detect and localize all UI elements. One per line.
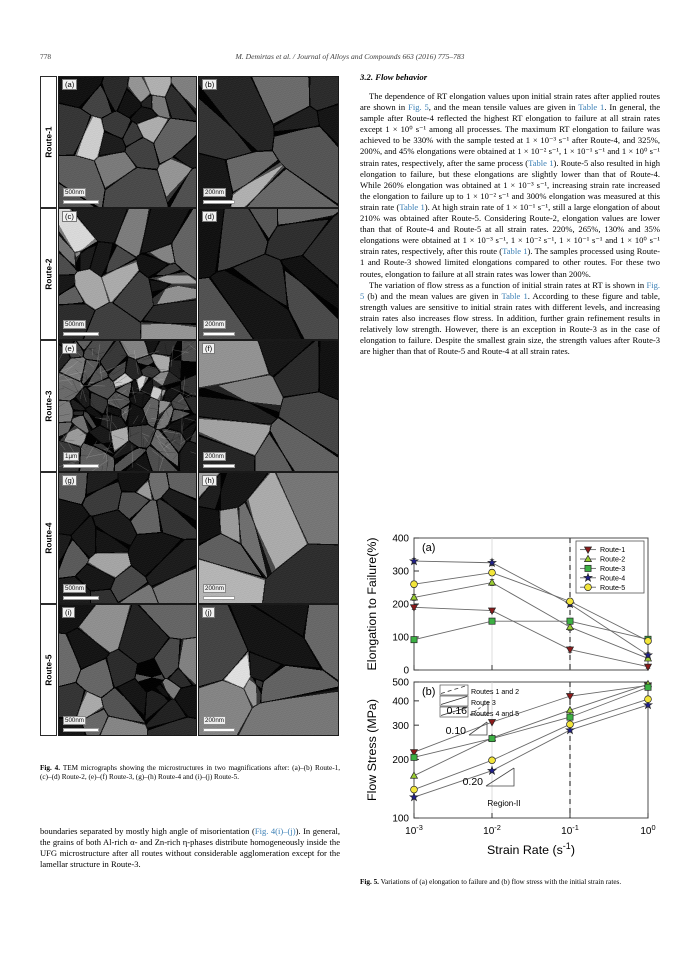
tem-micrograph-i	[58, 604, 197, 736]
scale-bar-label: 200nm	[205, 188, 224, 196]
data-point	[567, 714, 573, 720]
page-number: 778	[40, 52, 52, 61]
scale-bar	[63, 181, 99, 205]
route-label-2	[40, 208, 57, 340]
data-point	[489, 618, 495, 624]
y-tick-label-a: 0	[403, 665, 409, 677]
scale-bar-line	[203, 728, 235, 733]
y-tick-label-b: 500	[392, 677, 409, 689]
figure-5-caption	[360, 878, 660, 887]
scale-bar-label: 500nm	[65, 584, 84, 592]
tem-micrograph-b	[198, 76, 339, 208]
figure-5-caption-label: Fig. 5.	[360, 878, 379, 886]
legend-label: Route-5	[600, 583, 626, 592]
panel-label: (h)	[202, 475, 217, 486]
data-point	[645, 684, 651, 690]
tem-micrograph-e	[58, 340, 197, 472]
tem-micrograph-a	[58, 76, 197, 208]
data-point	[645, 696, 652, 703]
tem-micrograph-h	[198, 472, 339, 604]
y-tick-label-b: 300	[392, 720, 409, 732]
scale-bar	[203, 313, 235, 337]
data-point	[489, 569, 496, 576]
route-label-text: Route-3	[44, 390, 53, 422]
figure-4-row	[40, 340, 340, 470]
panel-a-label: (a)	[422, 542, 436, 554]
legend-label: Route-3	[600, 565, 626, 573]
slope-label: 0.10	[445, 725, 466, 737]
route-label-4	[40, 472, 57, 604]
panel-label: (d)	[202, 211, 217, 222]
data-point	[567, 721, 574, 728]
scale-bar-line	[63, 464, 99, 469]
route-label-text: Route-1	[44, 126, 53, 158]
panel-label: (b)	[202, 79, 217, 90]
figure-4-row	[40, 472, 340, 602]
x-tick-label: $10^0$	[640, 823, 656, 837]
scale-bar-label: 500nm	[65, 320, 84, 328]
data-point	[411, 581, 418, 588]
figure-4-row	[40, 208, 340, 338]
legend-label-b: Routes 4 and 5	[471, 710, 520, 718]
region-label: Region-II	[487, 799, 521, 808]
x-tick-label: $10^{-2}$	[483, 823, 501, 837]
figure-5-svg	[360, 530, 660, 875]
scale-bar-line	[63, 200, 99, 205]
slope-label: 0.16	[446, 705, 467, 717]
y-tick-label-b: 400	[392, 696, 409, 708]
figure-5-caption-text: Variations of (a) elongation to failure and (b) flow stress with the initial strain rates.	[380, 878, 622, 886]
section-heading	[360, 72, 660, 82]
scale-bar-label: 200nm	[205, 584, 224, 592]
y-tick-label-b: 200	[392, 755, 409, 767]
scale-bar-label: 200nm	[205, 452, 224, 460]
tem-micrograph-c	[58, 208, 197, 340]
figure-4-row	[40, 604, 340, 734]
figure-4-caption-label: Fig. 4.	[40, 764, 61, 772]
y-tick-label-a: 200	[392, 599, 409, 611]
section-number: 3.2.	[360, 72, 374, 82]
data-point	[411, 754, 417, 760]
data-point	[585, 565, 591, 571]
scale-bar-line	[203, 596, 235, 601]
y-tick-label-a: 400	[392, 533, 409, 545]
route-label-1	[40, 76, 57, 208]
chart-panel-b	[365, 678, 652, 825]
scale-bar	[63, 709, 99, 733]
route-label-text: Route-5	[44, 654, 53, 686]
figure-4	[40, 76, 340, 738]
tem-micrograph-d	[198, 208, 339, 340]
legend-panel-a	[576, 541, 644, 593]
data-point	[411, 637, 417, 643]
paragraph-flow-2: The variation of flow stress as a function of initial strain rates at RT is shown in Fig. 5 (b) and the mean values are given in Table 1. According to these figure and table, strength values are sensitive to initial strain rates with different levels, and increasing strain rates also increases flow stress. In addition, further grain refinement results in relatively low strength. However, there is an exception in Route-3 as in the case of elongation to failure. Despite the smallest grain size, the strength values after Route-3 are higher than that of Route-5 and Route-4 at all strain rates.	[360, 279, 660, 357]
panel-label: (a)	[62, 79, 77, 90]
scale-bar-line	[203, 332, 235, 337]
scale-bar	[203, 577, 235, 601]
scale-bar	[203, 445, 235, 469]
panel-label: (i)	[62, 607, 75, 618]
running-head	[40, 52, 660, 66]
x-tick-label: $10^{-1}$	[561, 823, 579, 837]
scale-bar-label: 500nm	[65, 188, 84, 196]
panel-label: (f)	[202, 343, 215, 354]
legend-label-b: Route 3	[471, 699, 496, 707]
scale-bar-line	[63, 596, 99, 601]
panel-label: (e)	[62, 343, 77, 354]
chart-panel-a	[365, 534, 652, 677]
slope-label: 0.20	[462, 776, 483, 788]
scale-bar-label: 500nm	[65, 716, 84, 724]
data-point	[585, 584, 592, 591]
panel-label: (c)	[62, 211, 77, 222]
data-point	[567, 618, 573, 624]
section-title: Flow behavior	[375, 72, 428, 82]
panel-label: (j)	[202, 607, 215, 618]
scale-bar	[203, 709, 235, 733]
legend-label: Route-1	[600, 546, 626, 555]
route-label-5	[40, 604, 57, 736]
data-point	[411, 786, 418, 793]
legend-label-b: Routes 1 and 2	[471, 688, 520, 696]
scale-bar-label: 200nm	[205, 320, 224, 328]
data-point	[645, 638, 652, 645]
route-label-3	[40, 340, 57, 472]
paragraph-boundaries: boundaries separated by mostly high angle of misorientation (Fig. 4(i)–(j)). In general, the grains of both Al-rich α- and Zn-rich η-phases distribute homogeneously inside the UFG microstructure after all routes without considerable agglomeration except for the lamellar structure in Route-3.	[40, 826, 340, 870]
scale-bar	[63, 577, 99, 601]
data-point	[489, 757, 496, 764]
paragraph-flow-1: The dependence of RT elongation values upon initial strain rates after applied routes are shown in Fig. 5, and the mean tensile values are given in Table 1. In general, the sample after Route-4 reflected the highest RT elongation to failure at all strain rates except 1 × 10⁰ s⁻¹ among all processes. The maximum RT elongation to failure was achieved to be 330% with the sample tested at 1 × 10⁻³ s⁻¹ after Route-4, and 325%, 200%, and 45% elongations were obtained at 1 × 10⁻² s⁻¹, 1 × 10⁻¹ s⁻¹ and 1 × 10⁰ s⁻¹ strain rates, respectively, after the same process (Table 1). Route-5 also resulted in high elongation to failure, but these elongations are slightly lower than that of Route-4. While 260% elongation was obtained at 1 × 10⁻³ s⁻¹, increasing strain rate increased the elongation to failure up to 1 × 10⁻² s⁻¹ and 300% elongation was measured at this strain rate (Table 1). At high strain rate of 1 × 10⁻¹ s⁻¹, still a large elongation of about 210% was obtained after Route-5. Considering Route-2, elongation values are lower than that of Route-4 and Route-5 at all strain rates. 220%, 265%, 130% and 35% elongations were obtained at 1 × 10⁻³ s⁻¹, 1 × 10⁻² s⁻¹, 1 × 10⁻¹ s⁻¹ and 1 × 10⁰ s⁻¹ strain rates, respectively, after this route (Table 1). The samples processed using Route-1 and Route-3 showed limited elongations compared to other routes. For these two routes, elongation to failure at all strain rates was lower than 200%.	[360, 91, 660, 279]
y-axis-label-a: Elongation to Failure(%)	[365, 537, 379, 671]
scale-bar-line	[63, 332, 99, 337]
panel-label: (g)	[62, 475, 77, 486]
scale-bar	[203, 181, 235, 205]
journal-citation: M. Demirtas et al. / Journal of Alloys and Compounds 663 (2016) 775–783	[235, 52, 465, 61]
scale-bar-line	[203, 464, 235, 469]
tem-micrograph-f	[198, 340, 339, 472]
panel-b-label: (b)	[422, 686, 436, 698]
y-tick-label-b: 100	[392, 813, 409, 825]
scale-bar-label: 1µm	[65, 452, 78, 460]
figure-4-row	[40, 76, 340, 206]
y-tick-label-a: 100	[392, 632, 409, 644]
x-tick-label: $10^{-3}$	[405, 823, 423, 837]
figure-4-caption-text: TEM micrographs showing the microstructures in two magnifications after: (a)–(b) Route-1, (c)–(d) Route-2, (e)–(f) Route-3, (g)–(h) Route-4 and (i)–(j) Route-5.	[40, 764, 340, 782]
scale-bar-label: 200nm	[205, 716, 224, 724]
scale-bar-line	[63, 728, 99, 733]
legend-label: Route-2	[600, 555, 626, 564]
scale-bar-line	[203, 200, 235, 205]
left-column-tail	[40, 826, 340, 870]
x-axis-label: Strain Rate $(s^{-1})$	[487, 841, 575, 857]
data-point	[489, 735, 495, 741]
scale-bar	[63, 445, 99, 469]
figure-4-caption	[40, 764, 340, 783]
route-label-text: Route-2	[44, 258, 53, 290]
y-tick-label-a: 300	[392, 566, 409, 578]
scale-bar	[63, 313, 99, 337]
y-axis-label-b: Flow Stress (MPa)	[365, 699, 379, 801]
tem-micrograph-g	[58, 472, 197, 604]
data-point	[567, 598, 574, 605]
legend-label: Route-4	[600, 574, 626, 583]
tem-micrograph-j	[198, 604, 339, 736]
right-column	[360, 72, 660, 357]
route-label-text: Route-4	[44, 522, 53, 554]
figure-5	[360, 530, 660, 875]
